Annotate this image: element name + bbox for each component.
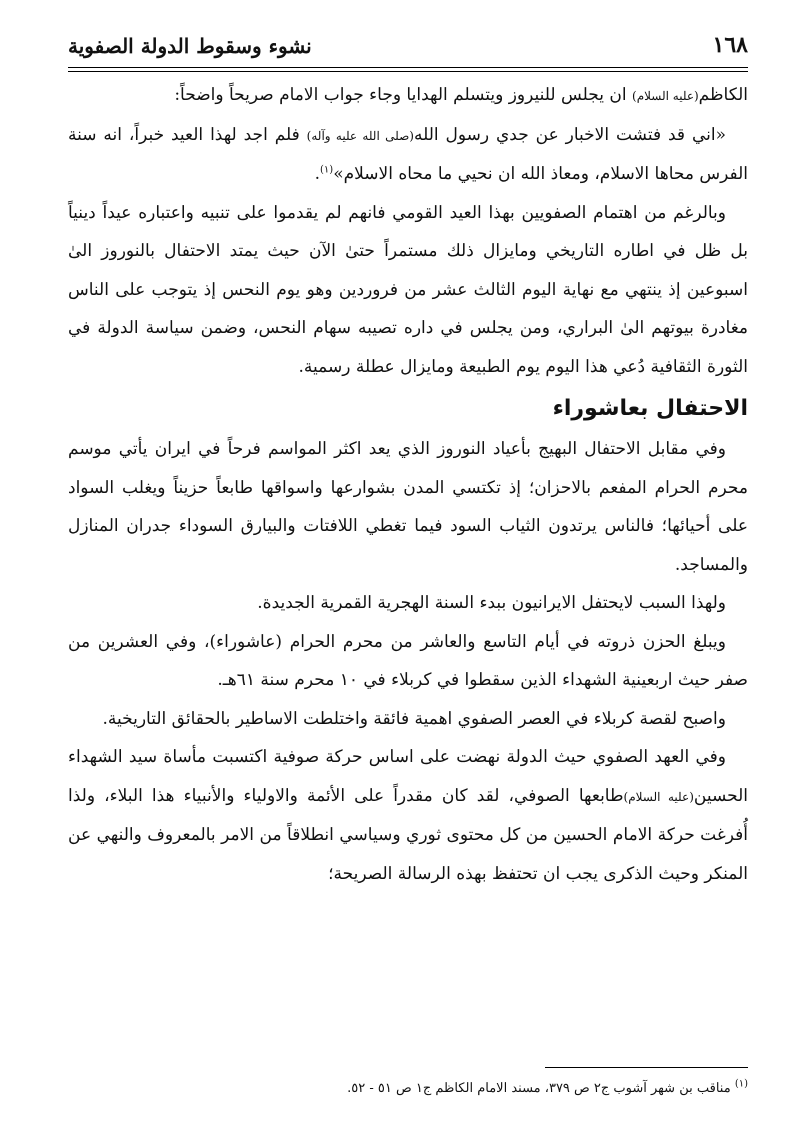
paragraph: واصبح لقصة كربلاء في العصر الصفوي اهمية فائقة واختلطت الاساطير بالحقائق التاريخية. [102, 708, 726, 729]
main-text [68, 76, 748, 893]
paragraph [68, 738, 748, 893]
header-rule [68, 67, 748, 68]
footnote-number: (١) [734, 1078, 748, 1090]
page-header [68, 30, 748, 66]
text-segment: طابعها الصوفي، لقد كان مقدراً على الأئمة والاولياء والأنبياء هذا البلاء، ولذا أُفرغت حركة الامام الحسين من كل محتوى ثوري وسياسي انطلاقاً من الامر بالمعروف والنهي عن المنكر وحيث الذكرى يجب ان تحتفظ بهذه الرسالة الصريحة؛ [68, 785, 748, 884]
paragraph: وفي مقابل الاحتفال البهيج بأعياد النوروز الذي يعد اكثر المواسم فرحاً في ايران يأتي موسم محرم الحرام المفعم بالاحزان؛ إذ تكتسي المدن بشوارعها واسواقها طابعاً حزيناً ويغلب السواد على أحيائها؛ فالناس يرتدون الثياب السود فيما تغطي اللافتات والبيارق السوداء جدران المنازل والمساجد. [68, 439, 748, 575]
text-segment: وفي العهد الصفوي حيث الدولة نهضت على اساس حركة صوفية اكتسبت مأساة سيد الشهداء الحسين [68, 747, 748, 806]
text-segment: الكاظم [698, 85, 748, 105]
text-segment: . [314, 164, 320, 184]
header-rule-second [68, 71, 748, 72]
text-segment: ان يجلس للنيروز ويتسلم الهدايا وجاء جواب الامام صريحاً واضحاً: [174, 85, 633, 105]
footnote [68, 1078, 748, 1100]
section-heading: الاحتفال بعاشوراء [552, 396, 748, 421]
text-segment: فلم اجد لهذا العيد خبراً، انه سنة الفرس محاها الاسلام، ومعاذ الله ان نحيي ما محاه الاسلام» [68, 124, 748, 184]
honorific: (عليه السلام) [632, 89, 699, 103]
footnote-rule [545, 1067, 748, 1068]
paragraph-quote [68, 116, 748, 194]
paragraph: ولهذا السبب لايحتفل الايرانيون ببدء السنة الهجرية القمرية الجديدة. [257, 593, 726, 613]
honorific: (عليه السلام) [623, 789, 694, 804]
paragraph: وبالرغم من اهتمام الصفويين بهذا العيد القومي فانهم لم يقدموا على تنبيه واعتباره عيداً دينياً بل ظل في اطاره التاريخي ومايزال ذلك مستمراً حتىٰ الآن حيث يمتد الاحتفال بالنوروز الىٰ اسبوعين إذ ينتهي مع نهاية اليوم الثالث عشر من فروردين وهو يوم النحس إذ يتوجب على الناس مغادرة بيوتهم الىٰ البراري، ومن يجلس في داره تصيبه سهام النحس، وضمن سياسة الدولة في الثورة الثقافية دُعي هذا اليوم يوم الطبيعة ومايزال عطلة رسمية. [68, 202, 748, 377]
paragraph: ويبلغ الحزن ذروته في أيام التاسع والعاشر من محرم الحرام (عاشوراء)، وفي العشرين من صفر حيث اربعينية الشهداء الذين سقطوا في كربلاء في ١٠ محرم سنة ٦١هـ. [68, 631, 748, 690]
footnote-marker: (١) [320, 164, 334, 176]
paragraph [68, 76, 748, 116]
text-segment: «اني قد فتشت الاخبار عن جدي رسول الله [413, 124, 726, 145]
footnote-text: مناقب بن شهر آشوب ج٢ ص ٣٧٩، مسند الامام الكاظم ج١ ص ٥١ - ٥٢. [347, 1081, 735, 1096]
honorific: (صلى الله عليه وآله) [306, 128, 414, 143]
page-number: ١٦٨ [712, 32, 748, 58]
running-title: نشوء وسقوط الدولة الصفوية [68, 34, 312, 58]
